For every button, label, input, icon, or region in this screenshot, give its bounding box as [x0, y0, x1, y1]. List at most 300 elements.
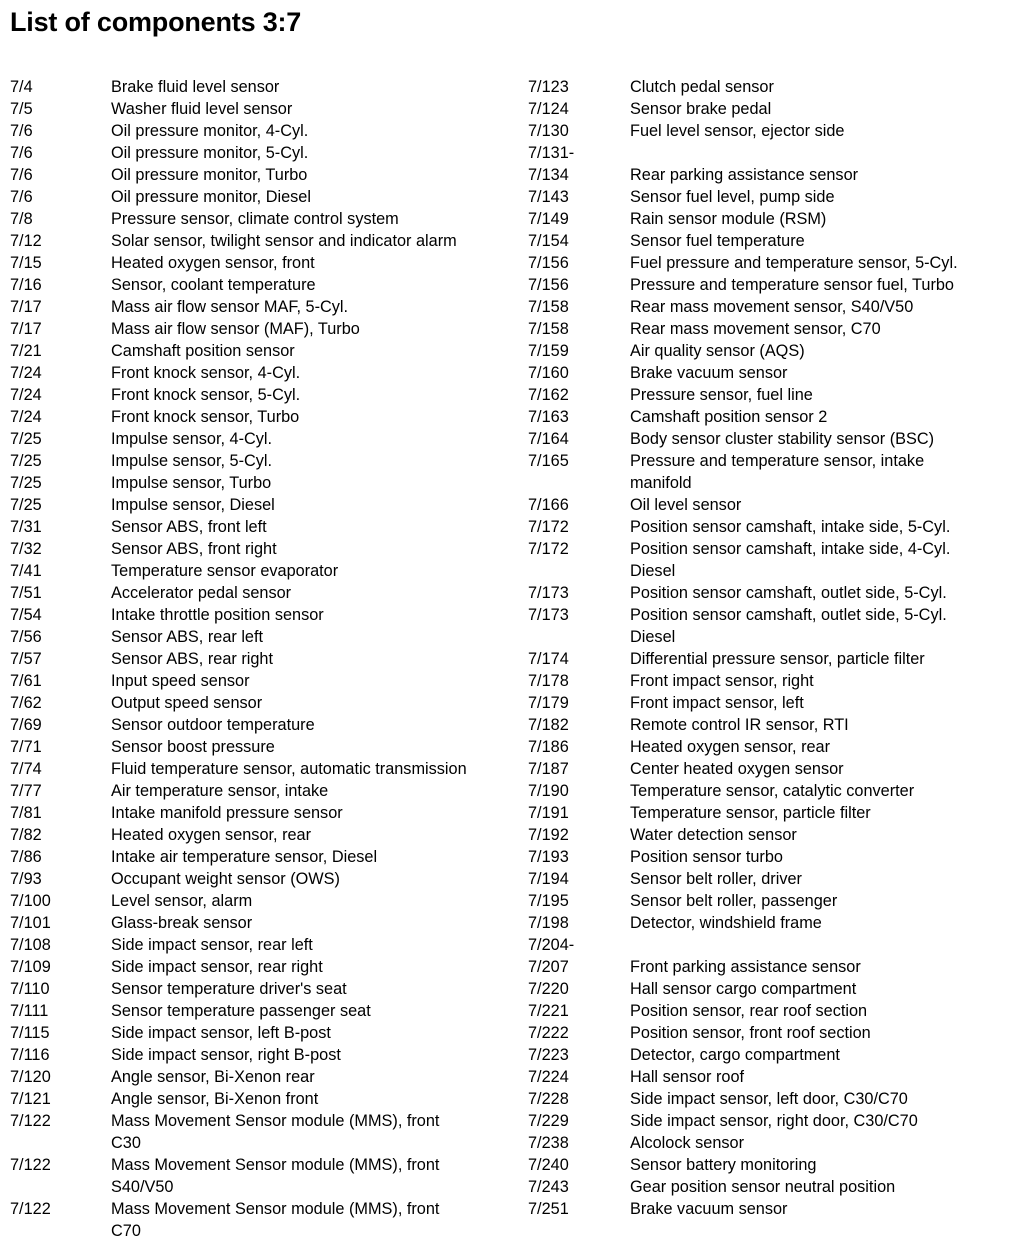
list-item — [528, 560, 1018, 582]
component-description: Air quality sensor (AQS) — [630, 342, 805, 360]
component-description: Intake air temperature sensor, Diesel — [111, 848, 378, 866]
component-code: 7/25 — [10, 430, 42, 448]
component-code: 7/156 — [528, 276, 569, 294]
list-item — [10, 1110, 515, 1132]
component-description: Front parking assistance sensor — [630, 958, 861, 976]
list-item — [10, 1066, 515, 1088]
component-code: 7/134 — [528, 166, 569, 184]
component-code: 7/224 — [528, 1068, 569, 1086]
component-description: Side impact sensor, right B-post — [111, 1046, 341, 1064]
list-item — [528, 1000, 1018, 1022]
component-description: Impulse sensor, 5-Cyl. — [111, 452, 273, 470]
component-description: Sensor temperature passenger seat — [111, 1002, 371, 1020]
component-code — [10, 1176, 111, 1198]
component-description: C70 — [111, 1222, 141, 1240]
list-item — [10, 230, 515, 252]
list-item — [528, 604, 1018, 626]
component-description: Sensor ABS, front right — [111, 540, 277, 558]
list-item — [528, 296, 1018, 318]
component-description: Solar sensor, twilight sensor and indicator alarm — [111, 232, 457, 250]
component-code: 7/56 — [10, 628, 42, 646]
list-item — [528, 802, 1018, 824]
component-description: Pressure sensor, fuel line — [630, 386, 813, 404]
component-list-left-column — [10, 76, 515, 1242]
component-code: 7/172 — [528, 518, 569, 536]
component-description: Pressure and temperature sensor, intake — [630, 452, 925, 470]
component-code: 7/207 — [528, 958, 569, 976]
component-description: Alcolock sensor — [630, 1134, 745, 1152]
component-code: 7/62 — [10, 694, 42, 712]
component-description: manifold — [630, 474, 692, 492]
list-item — [10, 824, 515, 846]
component-description: Angle sensor, Bi-Xenon front — [111, 1090, 319, 1108]
component-code: 7/163 — [528, 408, 569, 426]
component-description: Sensor fuel temperature — [630, 232, 805, 250]
component-description: Impulse sensor, 4-Cyl. — [111, 430, 273, 448]
component-description: Side impact sensor, left B-post — [111, 1024, 331, 1042]
component-code: 7/4 — [10, 78, 33, 96]
list-item — [10, 1088, 515, 1110]
component-description: Hall sensor cargo compartment — [630, 980, 857, 998]
list-item — [528, 846, 1018, 868]
list-item — [528, 780, 1018, 802]
component-code: 7/223 — [528, 1046, 569, 1064]
list-item — [10, 648, 515, 670]
component-code: 7/221 — [528, 1002, 569, 1020]
component-description: Heated oxygen sensor, rear — [111, 826, 312, 844]
component-code: 7/25 — [10, 474, 42, 492]
list-item — [528, 934, 1018, 956]
list-item — [10, 142, 515, 164]
component-code: 7/191 — [528, 804, 569, 822]
component-description: Side impact sensor, rear right — [111, 958, 323, 976]
component-description: Impulse sensor, Turbo — [111, 474, 272, 492]
component-code: 7/123 — [528, 78, 569, 96]
list-item — [10, 450, 515, 472]
component-code: 7/54 — [10, 606, 42, 624]
component-description: Brake vacuum sensor — [630, 1200, 788, 1218]
component-code: 7/143 — [528, 188, 569, 206]
component-description: Water detection sensor — [630, 826, 797, 844]
component-code: 7/15 — [10, 254, 42, 272]
component-description — [630, 142, 1018, 164]
list-item — [528, 538, 1018, 560]
list-item — [10, 714, 515, 736]
list-item — [528, 1022, 1018, 1044]
list-item — [10, 670, 515, 692]
component-description: Diesel — [630, 628, 676, 646]
component-description: Heated oxygen sensor, front — [111, 254, 315, 272]
list-item — [10, 274, 515, 296]
component-description: Oil pressure monitor, Turbo — [111, 166, 308, 184]
component-code: 7/130 — [528, 122, 569, 140]
component-description: Sensor belt roller, driver — [630, 870, 802, 888]
component-code: 7/228 — [528, 1090, 569, 1108]
component-description: Input speed sensor — [111, 672, 250, 690]
component-code: 7/251 — [528, 1200, 569, 1218]
component-code: 7/198 — [528, 914, 569, 932]
component-code: 7/17 — [10, 298, 42, 316]
component-code: 7/24 — [10, 364, 42, 382]
list-item — [528, 1176, 1018, 1198]
list-item — [10, 802, 515, 824]
list-item — [10, 890, 515, 912]
component-code: 7/166 — [528, 496, 569, 514]
component-description: Heated oxygen sensor, rear — [630, 738, 831, 756]
list-item — [10, 296, 515, 318]
list-item — [10, 516, 515, 538]
component-code: 7/17 — [10, 320, 42, 338]
component-code: 7/154 — [528, 232, 569, 250]
component-description: Center heated oxygen sensor — [630, 760, 844, 778]
component-description: Sensor, coolant temperature — [111, 276, 316, 294]
component-code: 7/174 — [528, 650, 569, 668]
page-title: List of components 3:7 — [10, 7, 302, 37]
component-description: Glass-break sensor — [111, 914, 253, 932]
component-description: Oil pressure monitor, Diesel — [111, 188, 311, 206]
component-description: Pressure and temperature sensor fuel, Turbo — [630, 276, 954, 294]
component-code: 7/149 — [528, 210, 569, 228]
list-item — [528, 340, 1018, 362]
component-description: Rain sensor module (RSM) — [630, 210, 827, 228]
component-description: Hall sensor roof — [630, 1068, 745, 1086]
list-item — [10, 406, 515, 428]
component-description: Rear mass movement sensor, C70 — [630, 320, 881, 338]
component-description: Side impact sensor, rear left — [111, 936, 313, 954]
component-description: Detector, cargo compartment — [630, 1046, 840, 1064]
component-description: Detector, windshield frame — [630, 914, 822, 932]
component-code: 7/6 — [10, 122, 33, 140]
list-item — [10, 252, 515, 274]
list-item — [10, 1198, 515, 1220]
component-code: 7/74 — [10, 760, 42, 778]
component-description — [630, 934, 1018, 956]
list-item — [528, 626, 1018, 648]
component-description: Mass air flow sensor (MAF), Turbo — [111, 320, 360, 338]
list-item — [10, 1154, 515, 1176]
list-item — [528, 208, 1018, 230]
component-code: 7/24 — [10, 386, 42, 404]
list-item — [528, 494, 1018, 516]
component-code: 7/179 — [528, 694, 569, 712]
component-code: 7/204- — [528, 936, 575, 954]
component-code: 7/6 — [10, 188, 33, 206]
component-description: Side impact sensor, left door, C30/C70 — [630, 1090, 908, 1108]
list-item — [528, 186, 1018, 208]
component-code: 7/165 — [528, 452, 569, 470]
list-item — [10, 120, 515, 142]
component-code: 7/21 — [10, 342, 42, 360]
list-item — [10, 1044, 515, 1066]
component-code: 7/122 — [10, 1200, 51, 1218]
list-item — [528, 428, 1018, 450]
component-code: 7/193 — [528, 848, 569, 866]
component-code: 7/24 — [10, 408, 42, 426]
list-item — [10, 76, 515, 98]
list-item — [10, 98, 515, 120]
list-item — [10, 758, 515, 780]
list-item — [10, 1132, 515, 1154]
component-description: Sensor battery monitoring — [630, 1156, 817, 1174]
component-code: 7/187 — [528, 760, 569, 778]
component-code: 7/6 — [10, 144, 33, 162]
component-description: Air temperature sensor, intake — [111, 782, 329, 800]
list-item — [528, 142, 1018, 164]
component-description: Mass Movement Sensor module (MMS), front — [111, 1112, 440, 1130]
component-description: Diesel — [630, 562, 676, 580]
component-description: Temperature sensor evaporator — [111, 562, 339, 580]
list-item — [528, 692, 1018, 714]
component-description: Intake manifold pressure sensor — [111, 804, 343, 822]
component-description: Body sensor cluster stability sensor (BSC) — [630, 430, 935, 448]
list-item — [528, 824, 1018, 846]
component-description: Sensor ABS, rear right — [111, 650, 273, 668]
component-description: Sensor brake pedal — [630, 100, 772, 118]
list-item — [10, 868, 515, 890]
list-item — [528, 648, 1018, 670]
component-code — [528, 626, 630, 648]
list-item — [10, 1022, 515, 1044]
component-description: Camshaft position sensor 2 — [630, 408, 828, 426]
component-code: 7/86 — [10, 848, 42, 866]
component-code: 7/158 — [528, 298, 569, 316]
component-code: 7/172 — [528, 540, 569, 558]
component-code — [528, 560, 630, 582]
component-code: 7/156 — [528, 254, 569, 272]
list-item — [528, 362, 1018, 384]
list-item — [528, 670, 1018, 692]
component-code: 7/110 — [10, 980, 50, 998]
component-description: Position sensor camshaft, outlet side, 5-Cyl. — [630, 606, 947, 624]
list-item — [10, 384, 515, 406]
component-code: 7/69 — [10, 716, 42, 734]
component-code: 7/182 — [528, 716, 569, 734]
list-item — [528, 956, 1018, 978]
list-item — [10, 472, 515, 494]
component-code: 7/12 — [10, 232, 42, 250]
component-description: Angle sensor, Bi-Xenon rear — [111, 1068, 315, 1086]
component-description: Fluid temperature sensor, automatic transmission — [111, 760, 467, 778]
component-code: 7/124 — [528, 100, 569, 118]
component-code: 7/16 — [10, 276, 42, 294]
list-item — [528, 120, 1018, 142]
list-item — [528, 516, 1018, 538]
component-description: Remote control IR sensor, RTI — [630, 716, 849, 734]
component-description: Front knock sensor, Turbo — [111, 408, 300, 426]
component-code: 7/160 — [528, 364, 569, 382]
component-code: 7/115 — [10, 1024, 50, 1042]
component-description: Sensor boost pressure — [111, 738, 275, 756]
list-item — [10, 186, 515, 208]
component-code: 7/71 — [10, 738, 42, 756]
component-description: Impulse sensor, Diesel — [111, 496, 275, 514]
component-code: 7/61 — [10, 672, 42, 690]
component-code: 7/243 — [528, 1178, 569, 1196]
list-item — [528, 450, 1018, 472]
component-code — [528, 472, 630, 494]
component-code: 7/122 — [10, 1156, 51, 1174]
list-item — [528, 384, 1018, 406]
list-item — [10, 318, 515, 340]
list-item — [528, 472, 1018, 494]
component-description: Rear parking assistance sensor — [630, 166, 859, 184]
list-item — [10, 978, 515, 1000]
component-code: 7/93 — [10, 870, 42, 888]
component-description: Brake fluid level sensor — [111, 78, 280, 96]
component-code: 7/77 — [10, 782, 42, 800]
component-description: Sensor ABS, front left — [111, 518, 267, 536]
component-description: Camshaft position sensor — [111, 342, 295, 360]
component-code: 7/111 — [10, 1002, 49, 1020]
component-code: 7/173 — [528, 606, 569, 624]
list-item — [10, 846, 515, 868]
component-description: Position sensor camshaft, outlet side, 5-Cyl. — [630, 584, 947, 602]
list-item — [528, 1132, 1018, 1154]
component-description: S40/V50 — [111, 1178, 174, 1196]
component-description: Clutch pedal sensor — [630, 78, 774, 96]
component-description: Position sensor turbo — [630, 848, 783, 866]
component-code: 7/81 — [10, 804, 42, 822]
list-item — [528, 736, 1018, 758]
component-code: 7/6 — [10, 166, 33, 184]
component-description: Mass air flow sensor MAF, 5-Cyl. — [111, 298, 349, 316]
component-code: 7/220 — [528, 980, 569, 998]
component-description: Side impact sensor, right door, C30/C70 — [630, 1112, 918, 1130]
component-description: Washer fluid level sensor — [111, 100, 293, 118]
list-item — [528, 318, 1018, 340]
component-code: 7/192 — [528, 826, 569, 844]
component-code: 7/186 — [528, 738, 569, 756]
list-item — [528, 868, 1018, 890]
component-code: 7/240 — [528, 1156, 569, 1174]
component-description: Pressure sensor, climate control system — [111, 210, 399, 228]
list-item — [528, 1044, 1018, 1066]
component-code: 7/229 — [528, 1112, 569, 1130]
component-list-right-column — [528, 76, 1018, 1220]
component-description: Front impact sensor, right — [630, 672, 814, 690]
component-code: 7/82 — [10, 826, 42, 844]
component-code: 7/178 — [528, 672, 569, 690]
component-code: 7/101 — [10, 914, 51, 932]
list-item — [528, 98, 1018, 120]
list-item — [528, 714, 1018, 736]
list-item — [528, 1066, 1018, 1088]
component-description: Fuel pressure and temperature sensor, 5-Cyl. — [630, 254, 958, 272]
component-description: Front knock sensor, 5-Cyl. — [111, 386, 301, 404]
component-code: 7/194 — [528, 870, 569, 888]
component-code: 7/122 — [10, 1112, 51, 1130]
list-item — [10, 560, 515, 582]
component-description: C30 — [111, 1134, 141, 1152]
component-description: Front knock sensor, 4-Cyl. — [111, 364, 301, 382]
list-item — [10, 912, 515, 934]
list-item — [10, 582, 515, 604]
component-description: Accelerator pedal sensor — [111, 584, 292, 602]
component-code: 7/173 — [528, 584, 569, 602]
component-description: Temperature sensor, catalytic converter — [630, 782, 915, 800]
list-item — [10, 692, 515, 714]
component-code: 7/121 — [10, 1090, 51, 1108]
component-description: Level sensor, alarm — [111, 892, 253, 910]
list-item — [528, 978, 1018, 1000]
list-item — [528, 890, 1018, 912]
component-code: 7/25 — [10, 496, 42, 514]
component-description: Position sensor, front roof section — [630, 1024, 871, 1042]
list-item — [528, 912, 1018, 934]
list-item — [528, 758, 1018, 780]
component-description: Oil level sensor — [630, 496, 742, 514]
list-item — [10, 934, 515, 956]
list-item — [10, 626, 515, 648]
component-description: Sensor ABS, rear left — [111, 628, 264, 646]
component-code: 7/109 — [10, 958, 51, 976]
component-description: Intake throttle position sensor — [111, 606, 324, 624]
list-item — [10, 1176, 515, 1198]
component-description: Mass Movement Sensor module (MMS), front — [111, 1156, 440, 1174]
list-item — [10, 1220, 515, 1242]
component-code: 7/51 — [10, 584, 42, 602]
list-item — [528, 1154, 1018, 1176]
list-item — [528, 1088, 1018, 1110]
list-item — [10, 1000, 515, 1022]
component-code: 7/195 — [528, 892, 569, 910]
component-code: 7/116 — [10, 1046, 50, 1064]
component-description: Sensor temperature driver's seat — [111, 980, 347, 998]
component-description: Differential pressure sensor, particle filter — [630, 650, 925, 668]
component-description: Gear position sensor neutral position — [630, 1178, 896, 1196]
component-description: Sensor belt roller, passenger — [630, 892, 838, 910]
list-item — [10, 736, 515, 758]
component-description: Oil pressure monitor, 4-Cyl. — [111, 122, 309, 140]
list-item — [528, 582, 1018, 604]
list-item — [528, 406, 1018, 428]
list-item — [528, 76, 1018, 98]
component-code: 7/120 — [10, 1068, 51, 1086]
component-code: 7/8 — [10, 210, 33, 228]
list-item — [10, 538, 515, 560]
list-item — [10, 428, 515, 450]
list-item — [528, 230, 1018, 252]
component-code: 7/108 — [10, 936, 51, 954]
component-description: Mass Movement Sensor module (MMS), front — [111, 1200, 440, 1218]
component-code: 7/162 — [528, 386, 569, 404]
component-code: 7/32 — [10, 540, 42, 558]
list-item — [10, 956, 515, 978]
list-item — [10, 362, 515, 384]
component-code: 7/238 — [528, 1134, 569, 1152]
component-code: 7/41 — [10, 562, 42, 580]
list-item — [10, 780, 515, 802]
component-description: Output speed sensor — [111, 694, 263, 712]
list-item — [528, 274, 1018, 296]
component-description: Fuel level sensor, ejector side — [630, 122, 845, 140]
component-description: Oil pressure monitor, 5-Cyl. — [111, 144, 309, 162]
component-code: 7/190 — [528, 782, 569, 800]
component-description: Position sensor camshaft, intake side, 5-Cyl. — [630, 518, 951, 536]
component-code: 7/131- — [528, 144, 575, 162]
list-item — [10, 208, 515, 230]
list-item — [10, 340, 515, 362]
list-item — [528, 1198, 1018, 1220]
list-item — [10, 604, 515, 626]
component-code — [10, 1220, 111, 1242]
component-code: 7/100 — [10, 892, 51, 910]
component-code: 7/164 — [528, 430, 569, 448]
component-description: Position sensor camshaft, intake side, 4-Cyl. — [630, 540, 951, 558]
list-item — [528, 164, 1018, 186]
component-code: 7/159 — [528, 342, 569, 360]
list-item — [528, 1110, 1018, 1132]
